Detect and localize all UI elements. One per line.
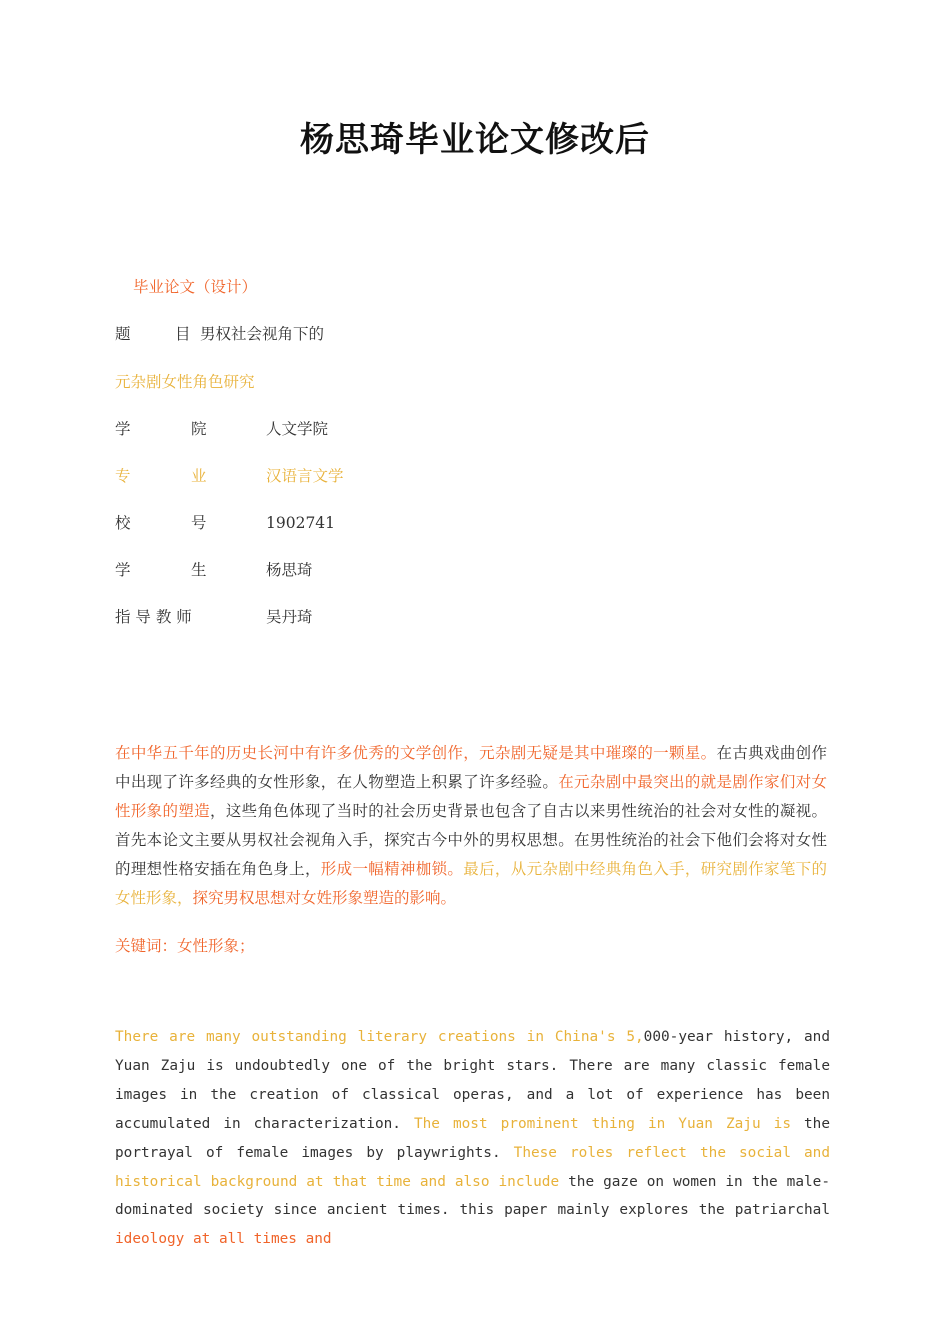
- topic-label-2: 目: [175, 325, 191, 343]
- field-label-b: 号: [191, 514, 207, 532]
- abstract-cn-seg7: 探究男权思想对女姓形象塑造的影响。: [192, 888, 457, 907]
- field-value: 1902741: [266, 514, 336, 532]
- topic-label-1: 题: [115, 325, 131, 343]
- abstract-en-seg3: The most prominent thing in Yuan Zaju is: [413, 1115, 791, 1132]
- abstract-cn-seg6: 最后，从元杂剧中经典角色入手，研究剧作家笔下的女性形象，: [115, 859, 827, 907]
- field-label-a: 学: [115, 420, 131, 438]
- advisor-value: 吴丹琦: [266, 608, 313, 626]
- field-row-student-id: [115, 511, 335, 533]
- field-label-b: 院: [191, 420, 207, 438]
- abstract-cn-seg4: ，这些角色体现了当时的社会历史背景也包含了自古以来男性统治的社会对女性的凝视。首先本论文主要从男权社会视角入手，探究古今中外的男权思想。在男性统治的社会下他们会将对女性的理想性格安插在角色身上，: [115, 801, 827, 878]
- abstract-en-seg1: There are many outstanding literary creations in China's 5,: [115, 1029, 644, 1045]
- field-label-a: 学: [115, 561, 131, 579]
- abstract-en-seg4: the portrayal of female images by playwrights.: [115, 1115, 830, 1161]
- topic-line-2: 元杂剧女性角色研究: [115, 373, 255, 391]
- abstract-en: [115, 1023, 830, 1254]
- cover-header: 毕业论文（设计）: [133, 278, 258, 296]
- field-value: 人文学院: [266, 420, 329, 438]
- topic-line-1: 男权社会视角下的: [200, 325, 325, 343]
- field-value: 杨思琦: [266, 561, 313, 579]
- abstract-cn-seg2: 在古典戏曲创作中出现了许多经典的女性形象，在人物塑造上积累了许多经验。: [115, 744, 827, 791]
- field-label-a: 专: [115, 467, 131, 485]
- field-label-a: 校: [115, 514, 131, 532]
- abstract-en-seg2: 000-year history, and Yuan Zaju is undoubtedly one of the bright stars. There are many classic female images in the creation of classical operas, and a lot of experience has been accumulated in characterization.: [115, 1029, 830, 1132]
- keywords: 关键词：女性形象；: [115, 937, 255, 955]
- field-row-college: [115, 417, 328, 439]
- abstract-en-seg7: ideology at all times and: [115, 1231, 332, 1248]
- abstract-en-seg5: These roles reflect the social and historical background at that time and also include: [115, 1144, 830, 1190]
- abstract-cn-seg5: 形成一幅精神枷锁。: [320, 859, 464, 878]
- field-value: 汉语言文学: [266, 467, 344, 485]
- field-row-advisor: [115, 605, 313, 627]
- advisor-label: 指 导 教 师: [115, 608, 192, 626]
- abstract-cn: [115, 739, 827, 912]
- field-label-b: 业: [191, 467, 207, 485]
- abstract-en-seg6: the gaze on women in the male-dominated society since ancient times. this paper mainly explores the patriarchal: [115, 1173, 830, 1219]
- abstract-cn-seg3: 在元杂剧中最突出的就是剧作家们对女性形象的塑造: [115, 772, 827, 820]
- field-label-b: 生: [191, 561, 207, 579]
- field-row-student: [115, 558, 313, 580]
- abstract-cn-seg1: 在中华五千年的历史长河中有许多优秀的文学创作，元杂剧无疑是其中璀璨的一颗星。: [115, 744, 717, 762]
- topic-row: [115, 322, 324, 344]
- document-title: 杨思琦毕业论文修改后: [300, 120, 650, 160]
- field-row-major: [115, 464, 344, 486]
